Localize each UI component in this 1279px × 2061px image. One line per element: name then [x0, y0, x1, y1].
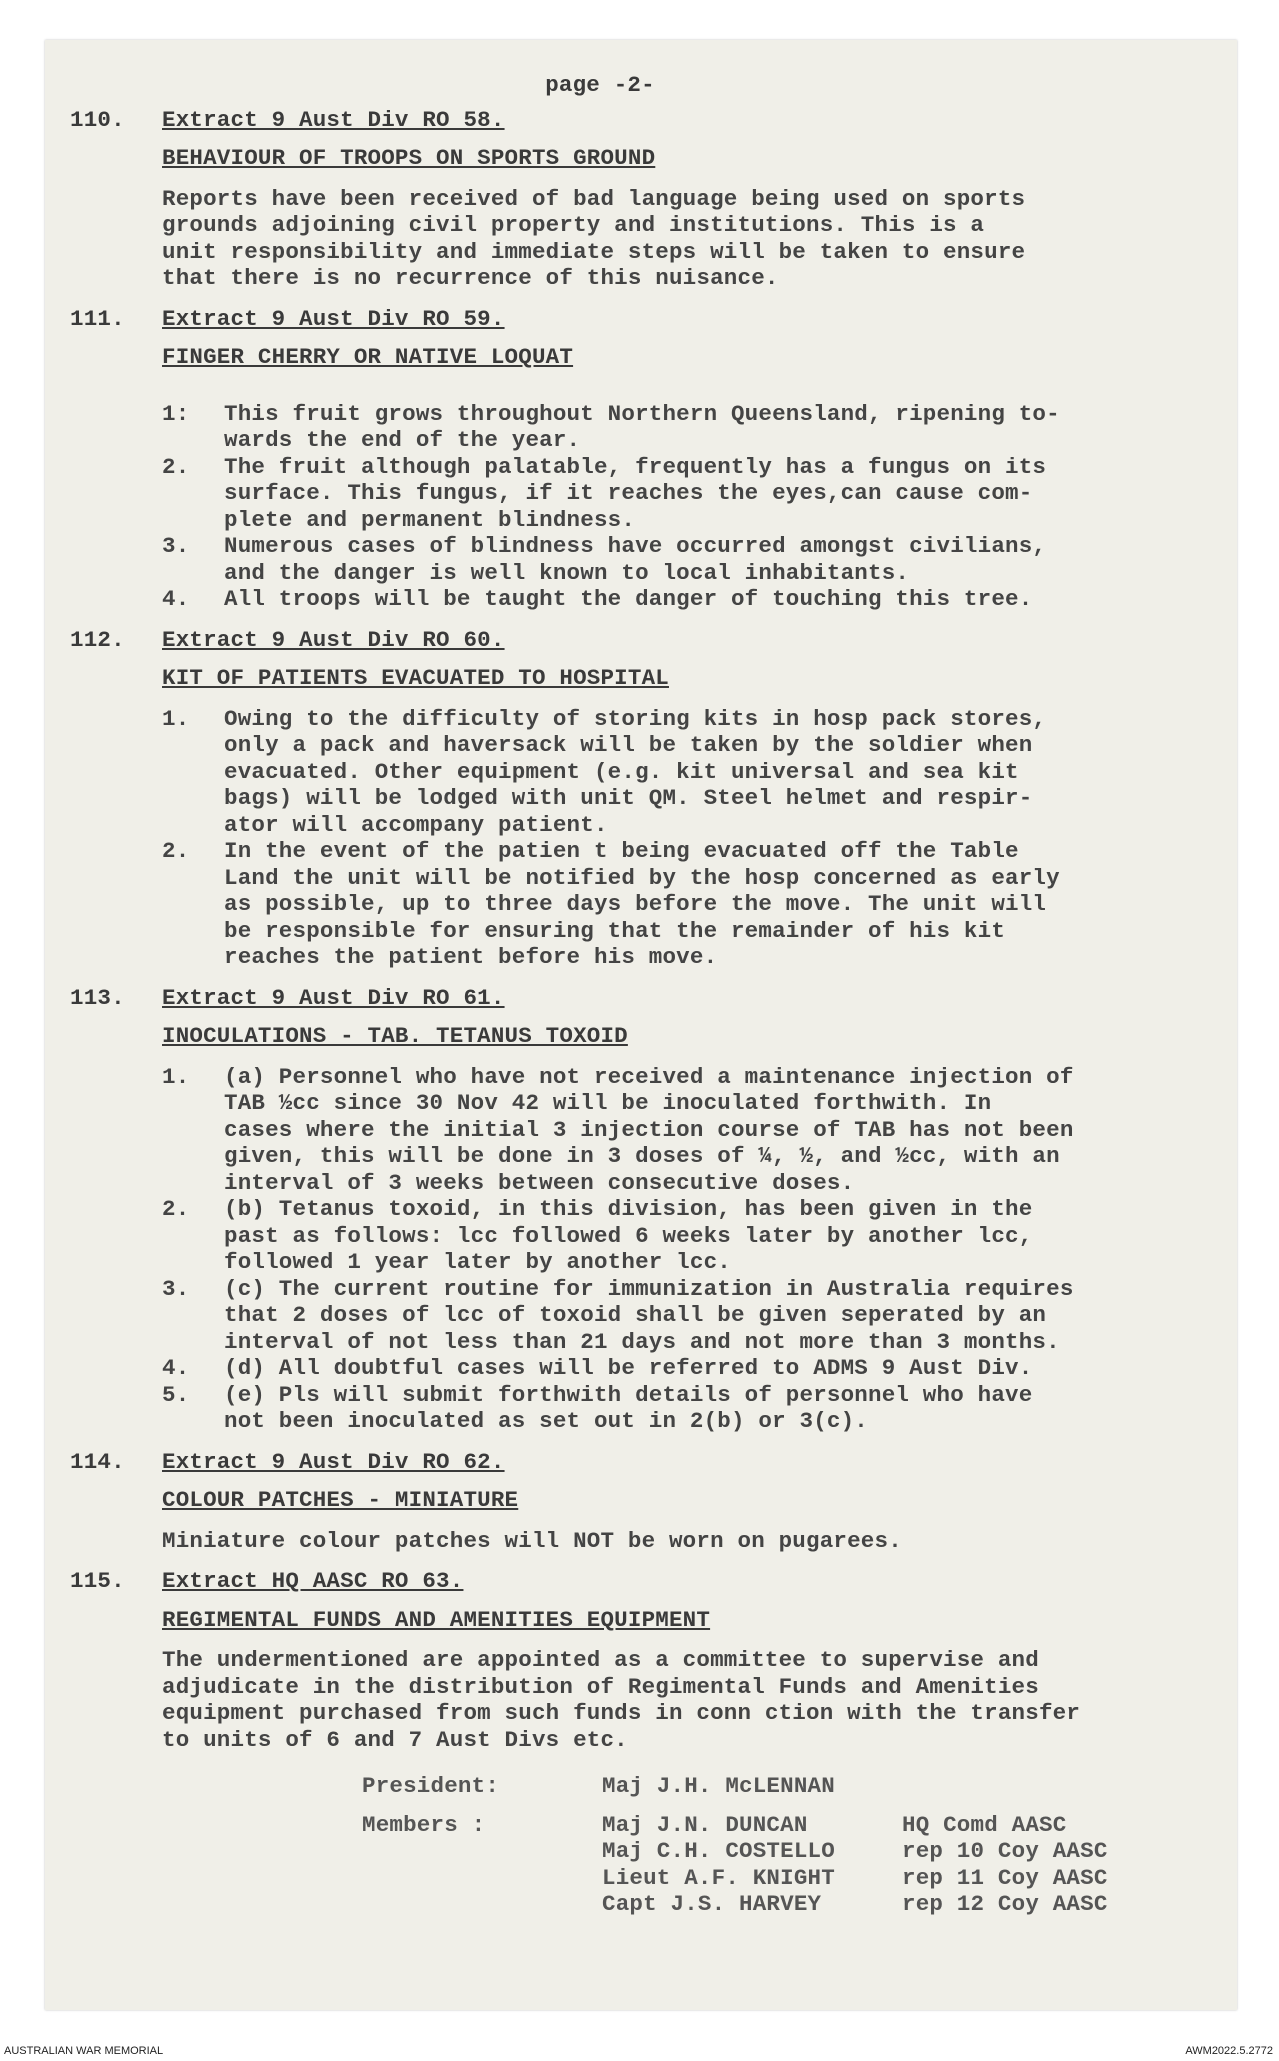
point-number: 5.	[162, 1381, 190, 1408]
section-heading: BEHAVIOUR OF TROOPS ON SPORTS GROUND	[162, 145, 656, 171]
list-item	[162, 401, 1190, 454]
item-number: 111.	[70, 305, 125, 332]
numbered-list	[162, 401, 1190, 613]
order-item-114	[70, 1449, 1190, 1555]
president-name: Maj J.H. McLENNAN	[602, 1773, 835, 1799]
member-unit: rep 11 Coy AASC	[902, 1864, 1108, 1891]
list-item	[162, 838, 1190, 971]
point-number: 2.	[162, 453, 190, 480]
section-heading: INOCULATIONS - TAB. TETANUS TOXOID	[162, 1023, 628, 1049]
member-unit: rep 12 Coy AASC	[902, 1891, 1108, 1917]
member-unit: HQ Comd AASC	[902, 1811, 1067, 1838]
list-item	[162, 1064, 1190, 1197]
extract-reference: Extract 9 Aust Div RO 59.	[162, 305, 505, 332]
extract-reference: Extract 9 Aust Div RO 61.	[162, 984, 505, 1011]
section-paragraph: The undermentioned are appointed as a committee to supervise and adjudicate in the distribution of Regimental Funds and Amenities equipment purchased from such funds in conn ction with the transfer to units of 6 and 7 Aust Divs etc.	[162, 1647, 1081, 1753]
list-item	[162, 1382, 1190, 1435]
page-number: page -2-	[545, 72, 655, 98]
member-row	[362, 1812, 1190, 1839]
member-unit: rep 10 Coy AASC	[902, 1838, 1108, 1864]
member-name: Maj J.N. DUNCAN	[602, 1811, 808, 1838]
list-item	[162, 1196, 1190, 1276]
section-heading: REGIMENTAL FUNDS AND AMENITIES EQUIPMENT	[162, 1606, 711, 1633]
item-number: 115.	[70, 1568, 125, 1594]
section-heading: FINGER CHERRY OR NATIVE LOQUAT	[162, 344, 574, 370]
point-text: (a) Personnel who have not received a maintenance injection of TAB ½cc since 30 Nov 42 will be inoculated forthwith. In cases where the initial 3 injection course of TAB has not been given, this will be done in 3 doses of ¼, ½, and ½cc, with an interval of 3 weeks between consecutive doses.	[224, 1063, 1074, 1196]
order-item-110	[70, 107, 1190, 292]
point-number: 4.	[162, 1355, 190, 1381]
point-text: The fruit although palatable, frequently has a fungus on its surface. This fungus, if it reaches the eyes,can cause com- plete and permanent blindness.	[224, 453, 1047, 533]
point-text: Owing to the difficulty of storing kits in hosp pack stores, only a pack and haversack will be taken by the soldier when evacuated. Other equipment (e.g. kit universal and sea kit bags) will be lodged with unit QM. Steel helmet and respir- ator will accompany patient.	[224, 705, 1047, 838]
item-number: 113.	[70, 984, 125, 1011]
order-item-113	[70, 985, 1190, 1435]
list-item	[162, 454, 1190, 534]
president-row	[362, 1773, 1190, 1800]
member-name: Capt J.S. HARVEY	[602, 1891, 822, 1917]
point-number: 2.	[162, 1196, 190, 1222]
point-number: 2.	[162, 838, 190, 864]
point-text: (d) All doubtful cases will be referred to ADMS 9 Aust Div.	[224, 1355, 1033, 1381]
point-text: (e) Pls will submit forthwith details of personnel who have not been inoculated as set out in 2(b) or 3(c).	[224, 1381, 1033, 1434]
item-number: 110.	[70, 106, 125, 133]
item-number: 114.	[70, 1448, 125, 1475]
member-name: Maj C.H. COSTELLO	[602, 1838, 835, 1864]
point-number: 1.	[162, 1063, 190, 1090]
member-row	[362, 1838, 1190, 1865]
point-number: 4.	[162, 586, 190, 612]
extract-reference: Extract 9 Aust Div RO 58.	[162, 106, 505, 133]
point-number: 1:	[162, 400, 190, 427]
section-paragraph: Reports have been received of bad language being used on sports grounds adjoining civil property and institutions. This is a unit responsibility and immediate steps will be taken to ensure that there is no recurrence of this nuisance.	[162, 185, 1026, 291]
president-label: President:	[362, 1773, 500, 1799]
point-text: This fruit grows throughout Northern Queensland, ripening to- wards the end of the year.	[224, 400, 1060, 453]
extract-reference: Extract 9 Aust Div RO 60.	[162, 626, 505, 653]
list-item	[162, 706, 1190, 839]
order-item-112	[70, 627, 1190, 971]
list-item	[162, 533, 1190, 586]
order-item-115	[70, 1568, 1190, 1918]
point-text: In the event of the patien t being evacuated off the Table Land the unit will be notified by the hosp concerned as early as possible, up to three days before the move. The unit will be responsible for ensuring that the remainder of his kit reaches the patient before his move.	[224, 838, 1060, 970]
archive-credit: AUSTRALIAN WAR MEMORIAL	[4, 2045, 164, 2057]
point-number: 3.	[162, 533, 190, 559]
extract-reference: Extract 9 Aust Div RO 62.	[162, 1448, 505, 1475]
numbered-list	[162, 1064, 1190, 1435]
committee-list	[362, 1773, 1190, 1918]
point-number: 3.	[162, 1275, 190, 1302]
point-text: (c) The current routine for immunization in Australia requires that 2 doses of lcc of toxoid shall be given seperated by an interval of not less than 21 days and not more than 3 months.	[224, 1275, 1074, 1355]
item-number: 112.	[70, 626, 125, 653]
member-name: Lieut A.F. KNIGHT	[602, 1864, 835, 1891]
point-text: Numerous cases of blindness have occurred amongst civilians, and the danger is well known to local inhabitants.	[224, 533, 1047, 586]
list-item	[162, 1276, 1190, 1356]
numbered-list	[162, 706, 1190, 971]
member-row	[362, 1865, 1190, 1892]
point-text: (b) Tetanus toxoid, in this division, has been given in the past as follows: lcc followed 6 weeks later by another lcc, followed 1 year later by another lcc.	[224, 1196, 1033, 1275]
point-number: 1.	[162, 705, 190, 732]
member-row	[362, 1891, 1190, 1918]
extract-reference: Extract HQ AASC RO 63.	[162, 1568, 464, 1594]
list-item	[162, 1355, 1190, 1382]
archive-reference: AWM2022.5.2772	[1185, 2045, 1273, 2057]
section-heading: COLOUR PATCHES - MINIATURE	[162, 1487, 519, 1513]
order-item-111	[70, 306, 1190, 613]
section-heading: KIT OF PATIENTS EVACUATED TO HOSPITAL	[162, 665, 669, 691]
members-label: Members :	[362, 1811, 486, 1838]
section-paragraph: Miniature colour patches will NOT be worn on pugarees.	[162, 1527, 902, 1554]
document-body	[70, 72, 1190, 1932]
list-item	[162, 586, 1190, 613]
point-text: All troops will be taught the danger of touching this tree.	[224, 586, 1033, 612]
